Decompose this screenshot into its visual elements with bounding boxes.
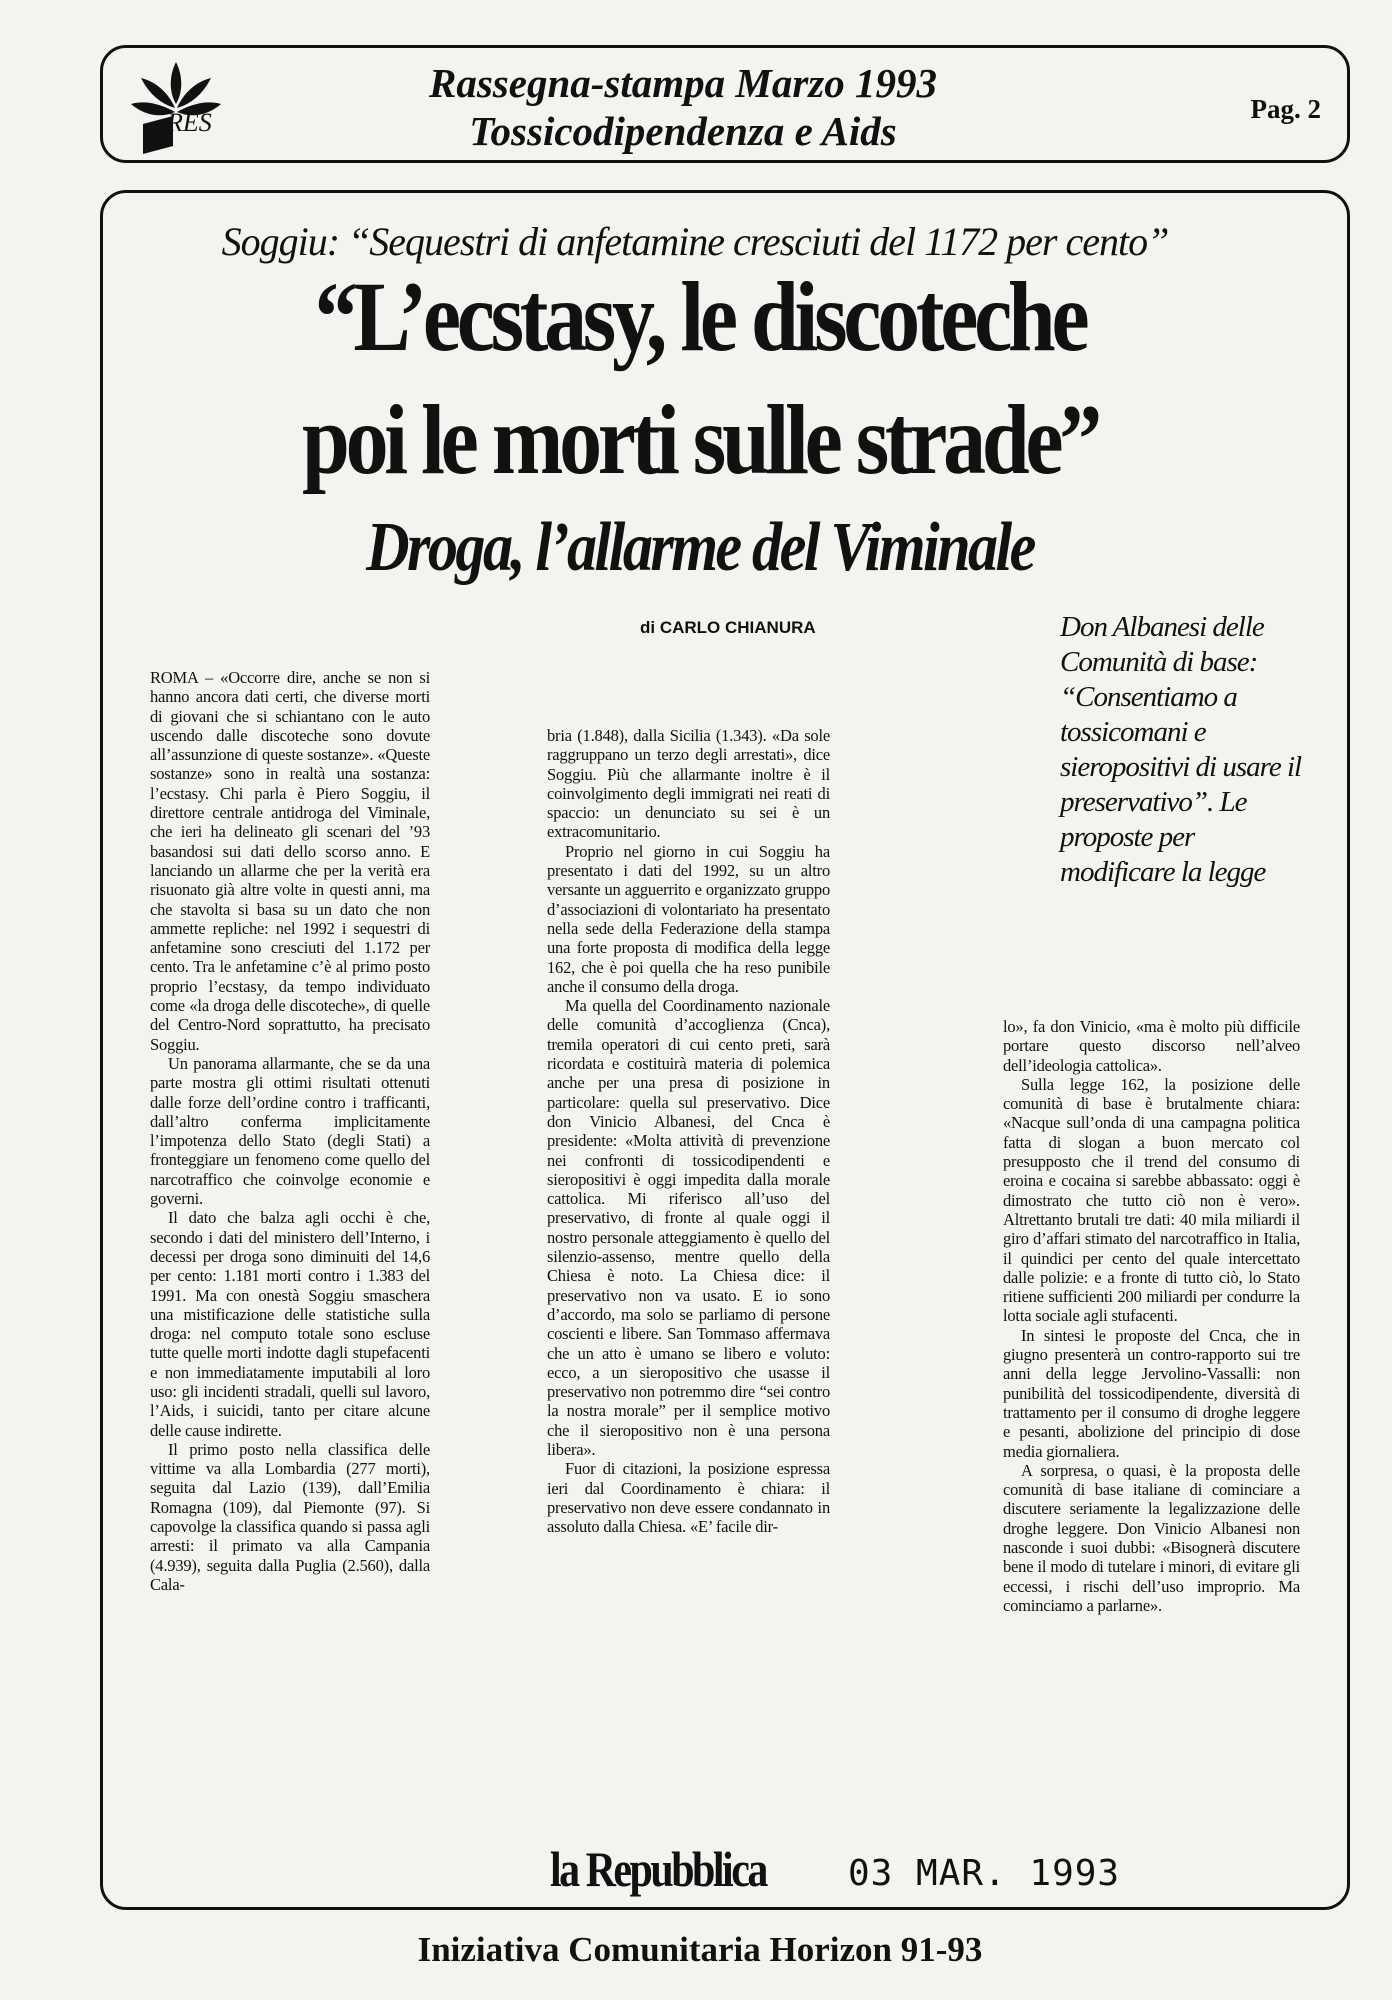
paragraph: A sorpresa, o quasi, è la proposta delle comunità di base italiane di cominciare a discutere seriamente la legalizzazione delle droghe leggere. Don Vinicio Albanesi non nasconde i suoi dubbi: «Bisognerà discutere bene il modo di tutelare i minori, di evitare gli eccessi, i rischi dell’uso improprio. Ma cominciamo a parlarne».: [1003, 1460, 1300, 1615]
paragraph: ROMA – «Occorre dire, anche se non si hanno ancora dati certi, che diverse morti di giovani che si schiantano con le auto uscendo dalle discoteche sono dovute all’assunzione di queste sostanze». «Queste sostanze» sono in realtà una sostanza: l’ecstasy. Chi parla è Piero Soggiu, il direttore centrale antidroga del Viminale, che ieri ha delineato gli scenari del ’93 basandosi sui dati dello scorso anno. E lanciando un allarme che per la verità era risuonato già altre volte in questi anni, ma che stavolta si basa su un dato che non ammette repliche: nel 1992 i sequestri di anfetamine sono cresciuti del 1.172 per cento. Tra le anfetamine c’è al primo posto proprio l’ecstasy, da tempo individuato come «la droga delle discoteche», di quelle del Centro-Nord soprattutto, ha precisato Soggiu.: [150, 668, 430, 1054]
byline: di CARLO CHIANURA: [640, 618, 816, 637]
paragraph: lo», fa don Vinicio, «ma è molto più difficile portare questo discorso nell’alveo dell’ideologia cattolica».: [1003, 1017, 1300, 1075]
paragraph: Sulla legge 162, la posizione delle comunità di base è brutalmente chiara: «Nacque sull’onda di una campagna politica fatta di slogan a buon mercato col presupposto che il trend del consumo di eroina e cocaina si sarebbe abbassato: oggi è dimostrato che tutto ciò non è vero». Altrettanto brutali tre dati: 40 mila miliardi il giro d’affari stimato del narcotraffico in Italia, il quindici per cento del quale intercettato dalle polizie: e a fronte di tutto ciò, lo Stato ritiene sufficienti 200 miliardi per condurre la lotta sociale agli stufacenti.: [1003, 1074, 1300, 1326]
article-column-3: [1003, 1017, 1300, 1615]
paragraph: bria (1.848), dalla Sicilia (1.343). «Da sole raggruppano un terzo degli arrestati», dice Soggiu. Più che allarmante inoltre è il coinvolgimento degli immigrati nei reati di spaccio: un denunciato su sei è un extracomunitario.: [547, 726, 830, 842]
article-column-1: [150, 668, 430, 1594]
headline-line2: poi le morti sulle strade”: [302, 384, 1098, 495]
article-subhead: Droga, l’allarme del Viminale: [366, 509, 1034, 586]
paragraph: Il primo posto nella classifica delle vittime va alla Lombardia (277 morti), seguita dal Lazio (139), dall’Emilia Romagna (109), dal Piemonte (97). Si capovolge la classifica quando si passa agli arresti: il primato va alla Campania (4.939), seguita dalla Puglia (2.560), dalla Cala-: [150, 1439, 430, 1594]
paragraph: Un panorama allarmante, che se da una parte mostra gli ottimi risultati ottenuti dalle forze dell’ordine contro i trafficanti, dall’altro conferma implicitamente l’impotenza dello Stato (degli Stati) a fronteggiare un fenomeno come quello del narcotraffico che coinvolge economie e governi.: [150, 1053, 430, 1209]
lotus-logo-icon: [121, 54, 231, 159]
page-number: Pag. 2: [1250, 94, 1321, 124]
logo-text: RES: [167, 108, 212, 137]
paragraph: Ma quella del Coordinamento nazionale delle comunità d’accoglienza (Cnca), tremila operatori di cui cento preti, sarà ricordata e costituirà materia di polemica anche per una presa di posizione in particolare: quella sul preservativo. Dice don Vinicio Albanesi, del Cnca è presidente: «Molta attività di prevenzione nei confronti di tossicodipendenti e sieropositivi è oggi impedita dalla morale cattolica. Mi riferisco all’uso del preservativo, di fronte al quale oggi il nostro personale atteggiamento è quello del silenzio-assenso, mentre quello della Chiesa è noto. La Chiesa dice: il preservativo non va usato. E io sono d’accordo, ma solo se parliamo di persone coscienti e libere. San Tommaso affermava che un atto è umano se libero e voluto: ecco, a un sieropositivo che usasse il preservativo non potremmo dire “sei contro la nostra morale” per il semplice motivo che il sieropositivo non è una persona libera».: [547, 996, 830, 1459]
newspaper-masthead: la Repubblica: [550, 1841, 766, 1897]
footer-caption: Iniziativa Comunitaria Horizon 91-93: [417, 1930, 983, 1969]
header-title-line1: Rassegna-stampa Marzo 1993: [428, 60, 937, 106]
article-column-2: [547, 726, 830, 1536]
paragraph: Il dato che balza agli occhi è che, secondo i dati del ministero dell’Interno, i decessi per droga sono diminuiti del 14,6 per cento: 1.181 morti contro i 1.383 del 1991. Ma con onestà Soggiu smaschera una mistificazione delle statistiche sulla droga: nel computo totale sono escluse tutte quelle morti indotte dagli stupefacenti e non immediatamente imputabili al loro uso: gli incidenti stradali, quelli sul lavoro, l’Aids, i suicidi, tanto per citare alcune delle cause indirette.: [150, 1208, 430, 1440]
paragraph: In sintesi le proposte del Cnca, che in giugno presenterà un contro-rapporto sui tre anni della legge Jervolino-Vassalli: non punibilità del tossicodipendente, diversità di trattamento per il consumo di droghe leggere e pesanti, abolizione del principio di dose media giornaliera.: [1003, 1325, 1300, 1461]
header-banner: [100, 45, 1350, 163]
article-kicker: Soggiu: “Sequestri di anfetamine cresciuti del 1172 per cento”: [221, 219, 1169, 264]
paragraph: Fuor di citazioni, la posizione espressa ieri dal Coordinamento è chiara: il preservativo non deve essere condannato in assoluto dalla Chiesa. «E’ facile dir-: [547, 1459, 830, 1537]
headline-line1: “L’ecstasy, le discoteche: [314, 261, 1086, 372]
header-title-line2: Tossicodipendenza e Aids: [469, 108, 897, 154]
sidebar-summary: Don Albanesi delle Comunità di base: “Consentiamo a tossicomani e sieropositivi di usare il preservativo”. Le proposte per modificare la legge: [1060, 611, 1302, 888]
date-stamp: 03 MAR. 1993: [848, 1853, 1121, 1894]
paragraph: Proprio nel giorno in cui Soggiu ha presentato i dati del 1992, su un altro versante un agguerrito e organizzato gruppo d’associazioni di volontariato ha presentato nella sede della Federazione della stampa una forte proposta di modifica della legge 162, che è poi quella che ha reso punibile anche il consumo della droga.: [547, 841, 830, 996]
